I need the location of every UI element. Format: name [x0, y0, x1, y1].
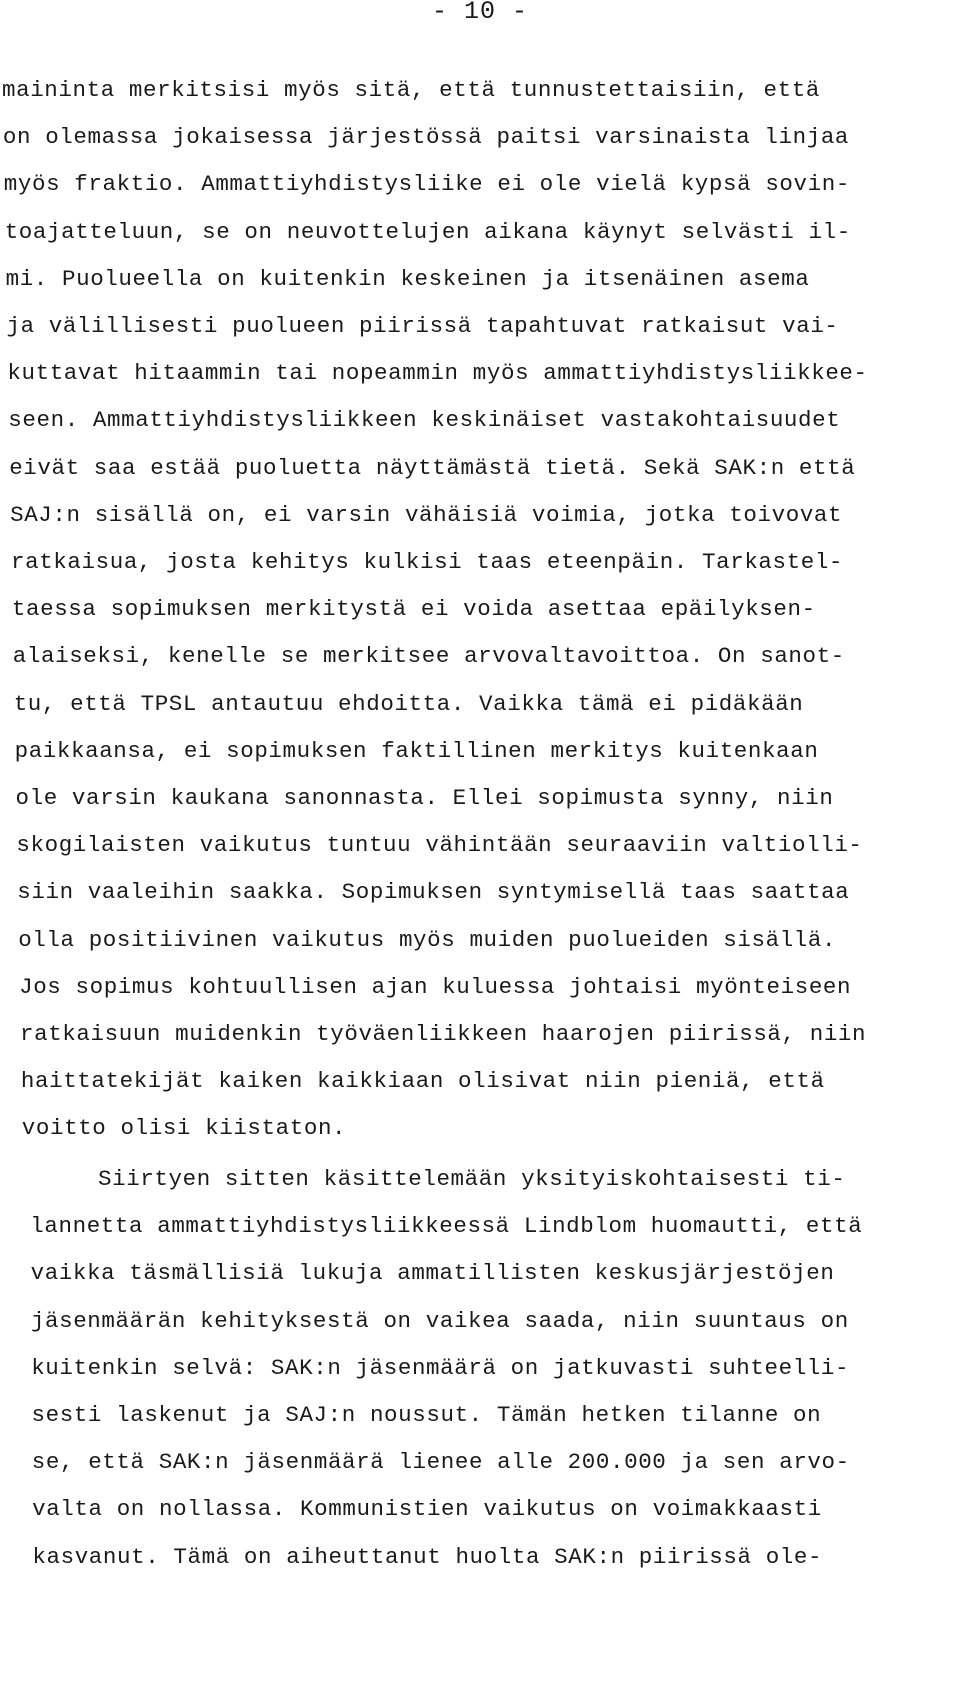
text-line: olla positiivinen vaikutus myös muiden puolueiden sisällä.	[18, 926, 837, 953]
text-line: mi. Puolueella on kuitenkin keskeinen ja itsenäinen asema	[5, 265, 810, 292]
text-line: alaiseksi, kenelle se merkitsee arvovaltavoittoa. On sanot-	[12, 643, 845, 670]
text-line: maininta merkitsisi myös sitä, että tunnustettaisiin, että	[2, 77, 820, 103]
text-line: kuttavat hitaammin tai nopeammin myös ammattiyhdistysliikkee-	[7, 360, 868, 387]
text-line: toajatteluun, se on neuvottelujen aikana käynyt selvästi il-	[4, 218, 851, 245]
text-line: sesti laskenut ja SAJ:n noussut. Tämän hetken tilanne on	[31, 1402, 822, 1428]
text-line: paikkaansa, ei sopimuksen faktillinen merkitys kuitenkaan	[14, 737, 819, 764]
text-line: haittatekijät kaiken kaikkiaan olisivat niin pieniä, että	[20, 1068, 825, 1095]
text-line: kuitenkin selvä: SAK:n jäsenmäärä on jatkuvasti suhteelli-	[31, 1354, 850, 1381]
text-line: tu, että TPSL antautuu ehdoitta. Vaikka tämä ei pidäkään	[13, 690, 804, 717]
text-line: kasvanut. Tämä on aiheuttanut huolta SAK:n piirissä ole-	[32, 1543, 823, 1570]
text-line: voitto olisi kiistaton.	[21, 1115, 347, 1142]
text-line: eivät saa estää puoluetta näyttämästä tietä. Sekä SAK:n että	[9, 454, 856, 481]
text-line: se, että SAK:n jäsenmäärä lienee alle 200.000 ja sen arvo-	[31, 1449, 850, 1476]
text-line: skogilaisten vaikutus tuntuu vähintään seuraaviin valtiolli-	[16, 832, 863, 859]
text-line: on olemassa jokaisessa järjestössä paitsi varsinaista linjaa	[2, 124, 850, 151]
text-line: vaikka täsmällisiä lukuja ammatillisten keskusjärjestöjen	[30, 1260, 835, 1287]
text-line: SAJ:n sisällä on, ei varsin vähäisiä voimia, jotka toivovat	[10, 501, 843, 528]
page-number: - 10 -	[431, 0, 528, 26]
text-line: Siirtyen sitten käsittelemään yksityiskohtaisesti ti-	[98, 1166, 846, 1192]
text-line: jäsenmäärän kehityksestä on vaikea saada, niin suuntaus on	[30, 1307, 849, 1334]
text-line: seen. Ammattiyhdistysliikkeen keskinäiset vastakohtaisuudet	[8, 407, 841, 434]
text-line: taessa sopimuksen merkitystä ei voida asettaa epäilyksen-	[11, 596, 816, 623]
text-line: valta on nollassa. Kommunistien vaikutus on voimakkaasti	[32, 1496, 822, 1523]
text-line: siin vaaleihin saakka. Sopimuksen syntymisellä taas saattaa	[17, 879, 850, 906]
text-line: ratkaisuun muidenkin työväenliikkeen haarojen piirissä, niin	[20, 1021, 867, 1047]
text-line: myös fraktio. Ammattiyhdistysliike ei ole vielä kypsä sovin-	[3, 171, 850, 198]
text-line: ratkaisua, josta kehitys kulkisi taas eteenpäin. Tarkastel-	[11, 549, 844, 575]
text-line: Jos sopimus kohtuullisen ajan kuluessa johtaisi myönteiseen	[19, 973, 852, 1000]
text-line: lannetta ammattiyhdistysliikkeessä Lindblom huomautti, että	[30, 1213, 863, 1240]
text-line: ole varsin kaukana sanonnasta. Ellei sopimusta synny, niin	[15, 785, 834, 811]
text-line: ja välillisesti puolueen piirissä tapahtuvat ratkaisut vai-	[6, 313, 839, 339]
